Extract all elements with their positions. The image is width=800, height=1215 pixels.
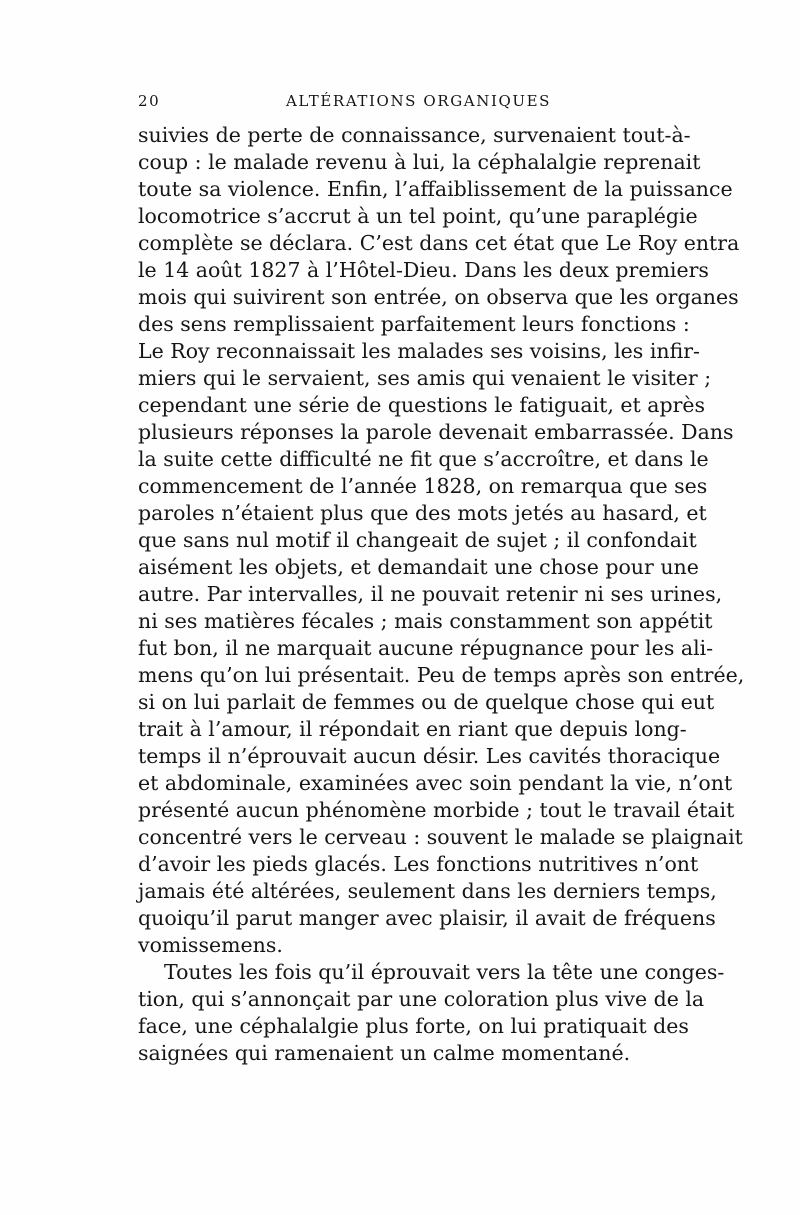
text-line: Le Roy reconnaissait les malades ses voisins, les infir- — [138, 339, 700, 363]
text-line: miers qui le servaient, ses amis qui venaient le visiter ; — [138, 366, 712, 390]
text-line: et abdominale, examinées avec soin pendant la vie, n’ont — [138, 771, 733, 795]
text-line: tion, qui s’annonçait par une coloration plus vive de la — [138, 987, 705, 1011]
text-line: ni ses matières fécales ; mais constamment son appétit — [138, 609, 713, 633]
text-line: mens qu’on lui présentait. Peu de temps après son entrée, — [138, 663, 745, 687]
text-line: le 14 août 1827 à l’Hôtel-Dieu. Dans les deux premiers — [138, 258, 709, 282]
text-line: suivies de perte de connaissance, survenaient tout-à- — [138, 123, 691, 147]
text-line: vomissemens. — [138, 933, 283, 957]
text-line: commencement de l’année 1828, on remarqua que ses — [138, 474, 708, 498]
text-line: face, une céphalalgie plus forte, on lui pratiquait des — [138, 1014, 689, 1038]
text-line: la suite cette difficulté ne fit que s’accroître, et dans le — [138, 447, 709, 471]
text-line: fut bon, il ne marquait aucune répugnance pour les ali- — [138, 636, 714, 660]
text-line: toute sa violence. Enfin, l’affaiblissement de la puissance — [138, 177, 733, 201]
text-line: coup : le malade revenu à lui, la céphalalgie reprenait — [138, 150, 701, 174]
text-line: présenté aucun phénomène morbide ; tout le travail était — [138, 798, 735, 822]
text-line: trait à l’amour, il répondait en riant que depuis long- — [138, 717, 687, 741]
text-line: que sans nul motif il changeait de sujet ; il confondait — [138, 528, 697, 552]
text-line: concentré vers le cerveau : souvent le malade se plaignait — [138, 825, 743, 849]
text-line: si on lui parlait de femmes ou de quelque chose qui eut — [138, 690, 715, 714]
text-line: paroles n’étaient plus que des mots jetés au hasard, et — [138, 501, 707, 525]
text-line: aisément les objets, et demandait une chose pour une — [138, 555, 699, 579]
text-line: des sens remplissaient parfaitement leurs fonctions : — [138, 312, 690, 336]
text-line: temps il n’éprouvait aucun désir. Les cavités thoracique — [138, 744, 721, 768]
text-line: cependant une série de questions le fatiguait, et après — [138, 393, 706, 417]
page-number: 20 — [138, 92, 161, 110]
text-line: saignées qui ramenaient un calme momentané. — [138, 1041, 631, 1065]
running-title: ALTÉRATIONS ORGANIQUES — [286, 92, 552, 110]
text-line: jamais été altérées, seulement dans les derniers temps, — [138, 879, 717, 903]
text-line: plusieurs réponses la parole devenait embarrassée. Dans — [138, 420, 734, 444]
text-line: quoiqu’il parut manger avec plaisir, il avait de fréquens — [138, 906, 716, 930]
text-line: Toutes les fois qu’il éprouvait vers la tête une conges- — [164, 960, 725, 984]
text-line: complète se déclara. C’est dans cet état que Le Roy entra — [138, 231, 740, 255]
text-line: autre. Par intervalles, il ne pouvait retenir ni ses urines, — [138, 582, 723, 606]
text-line: locomotrice s’accrut à un tel point, qu’une paraplégie — [138, 204, 698, 228]
text-line: d’avoir les pieds glacés. Les fonctions nutritives n’ont — [138, 852, 699, 876]
text-line: mois qui suivirent son entrée, on observa que les organes — [138, 285, 739, 309]
